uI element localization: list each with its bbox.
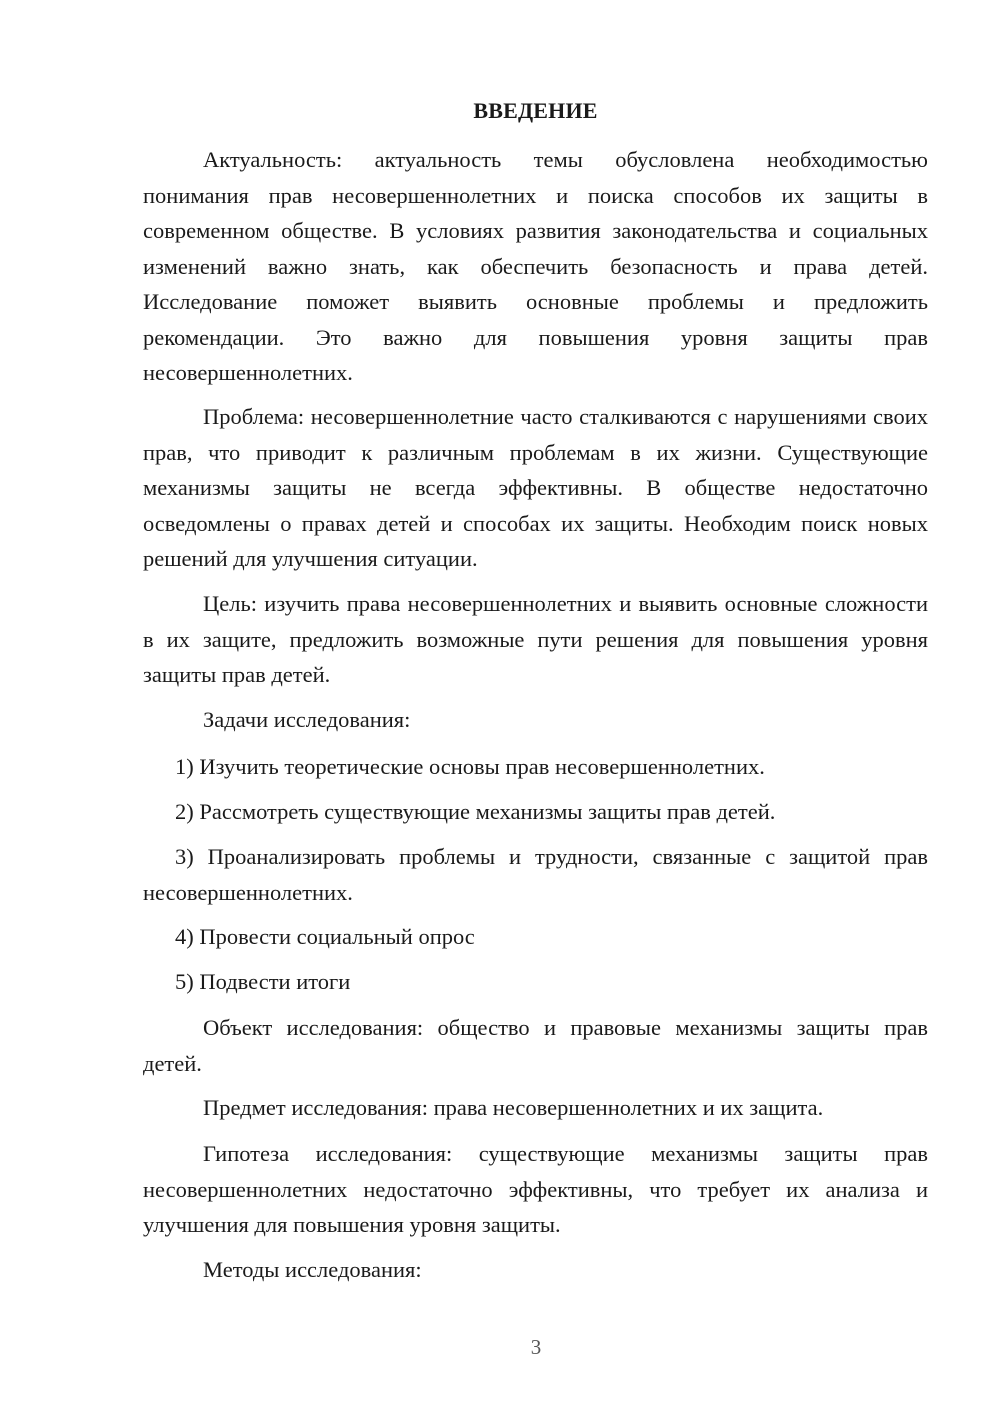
paragraph-relevance: Актуальность: актуальность темы обусловлена необходимостью понимания прав несовершеннолетних и поиска способов их защиты в современном обществе. В условиях развития законодательства и социальных изменений важно знать, как обеспечить безопасность и права детей. Исследование поможет выявить основные проблемы и предложить рекомендации. Это важно для повышения уровня защиты прав несовершеннолетних. xyxy=(143,147,928,385)
task-item-2: 2) Рассмотреть существующие механизмы защиты прав детей. xyxy=(175,799,776,824)
paragraph-subject: Предмет исследования: права несовершеннолетних и их защита. xyxy=(203,1095,824,1120)
paragraph-object: Объект исследования: общество и правовые механизмы защиты прав детей. xyxy=(143,1015,928,1076)
task-item-1: 1) Изучить теоретические основы прав несовершеннолетних. xyxy=(175,754,765,779)
task-item-5: 5) Подвести итоги xyxy=(175,969,351,994)
paragraph-problem: Проблема: несовершеннолетние часто сталкиваются с нарушениями своих прав, что приводит к различным проблемам в их жизни. Существующие механизмы защиты не всегда эффективны. В обществе недостаточно осведомлены о правах детей и способах их защиты. Необходим поиск новых решений для улучшения ситуации. xyxy=(143,404,928,571)
paragraph-tasks-heading: Задачи исследования: xyxy=(203,707,411,732)
task-item-4: 4) Провести социальный опрос xyxy=(175,924,475,949)
paragraph-methods: Методы исследования: xyxy=(203,1257,422,1282)
section-heading: ВВЕДЕНИЕ xyxy=(473,98,598,123)
task-item-3: 3) Проанализировать проблемы и трудности, связанные с защитой прав несовершеннолетних. xyxy=(143,844,928,905)
page-number: 3 xyxy=(530,1335,542,1359)
paragraph-goal: Цель: изучить права несовершеннолетних и выявить основные сложности в их защите, предложить возможные пути решения для повышения уровня защиты прав детей. xyxy=(143,591,928,687)
paragraph-hypothesis: Гипотеза исследования: существующие механизмы защиты прав несовершеннолетних недостаточно эффективны, что требует их анализа и улучшения для повышения уровня защиты. xyxy=(143,1141,928,1237)
